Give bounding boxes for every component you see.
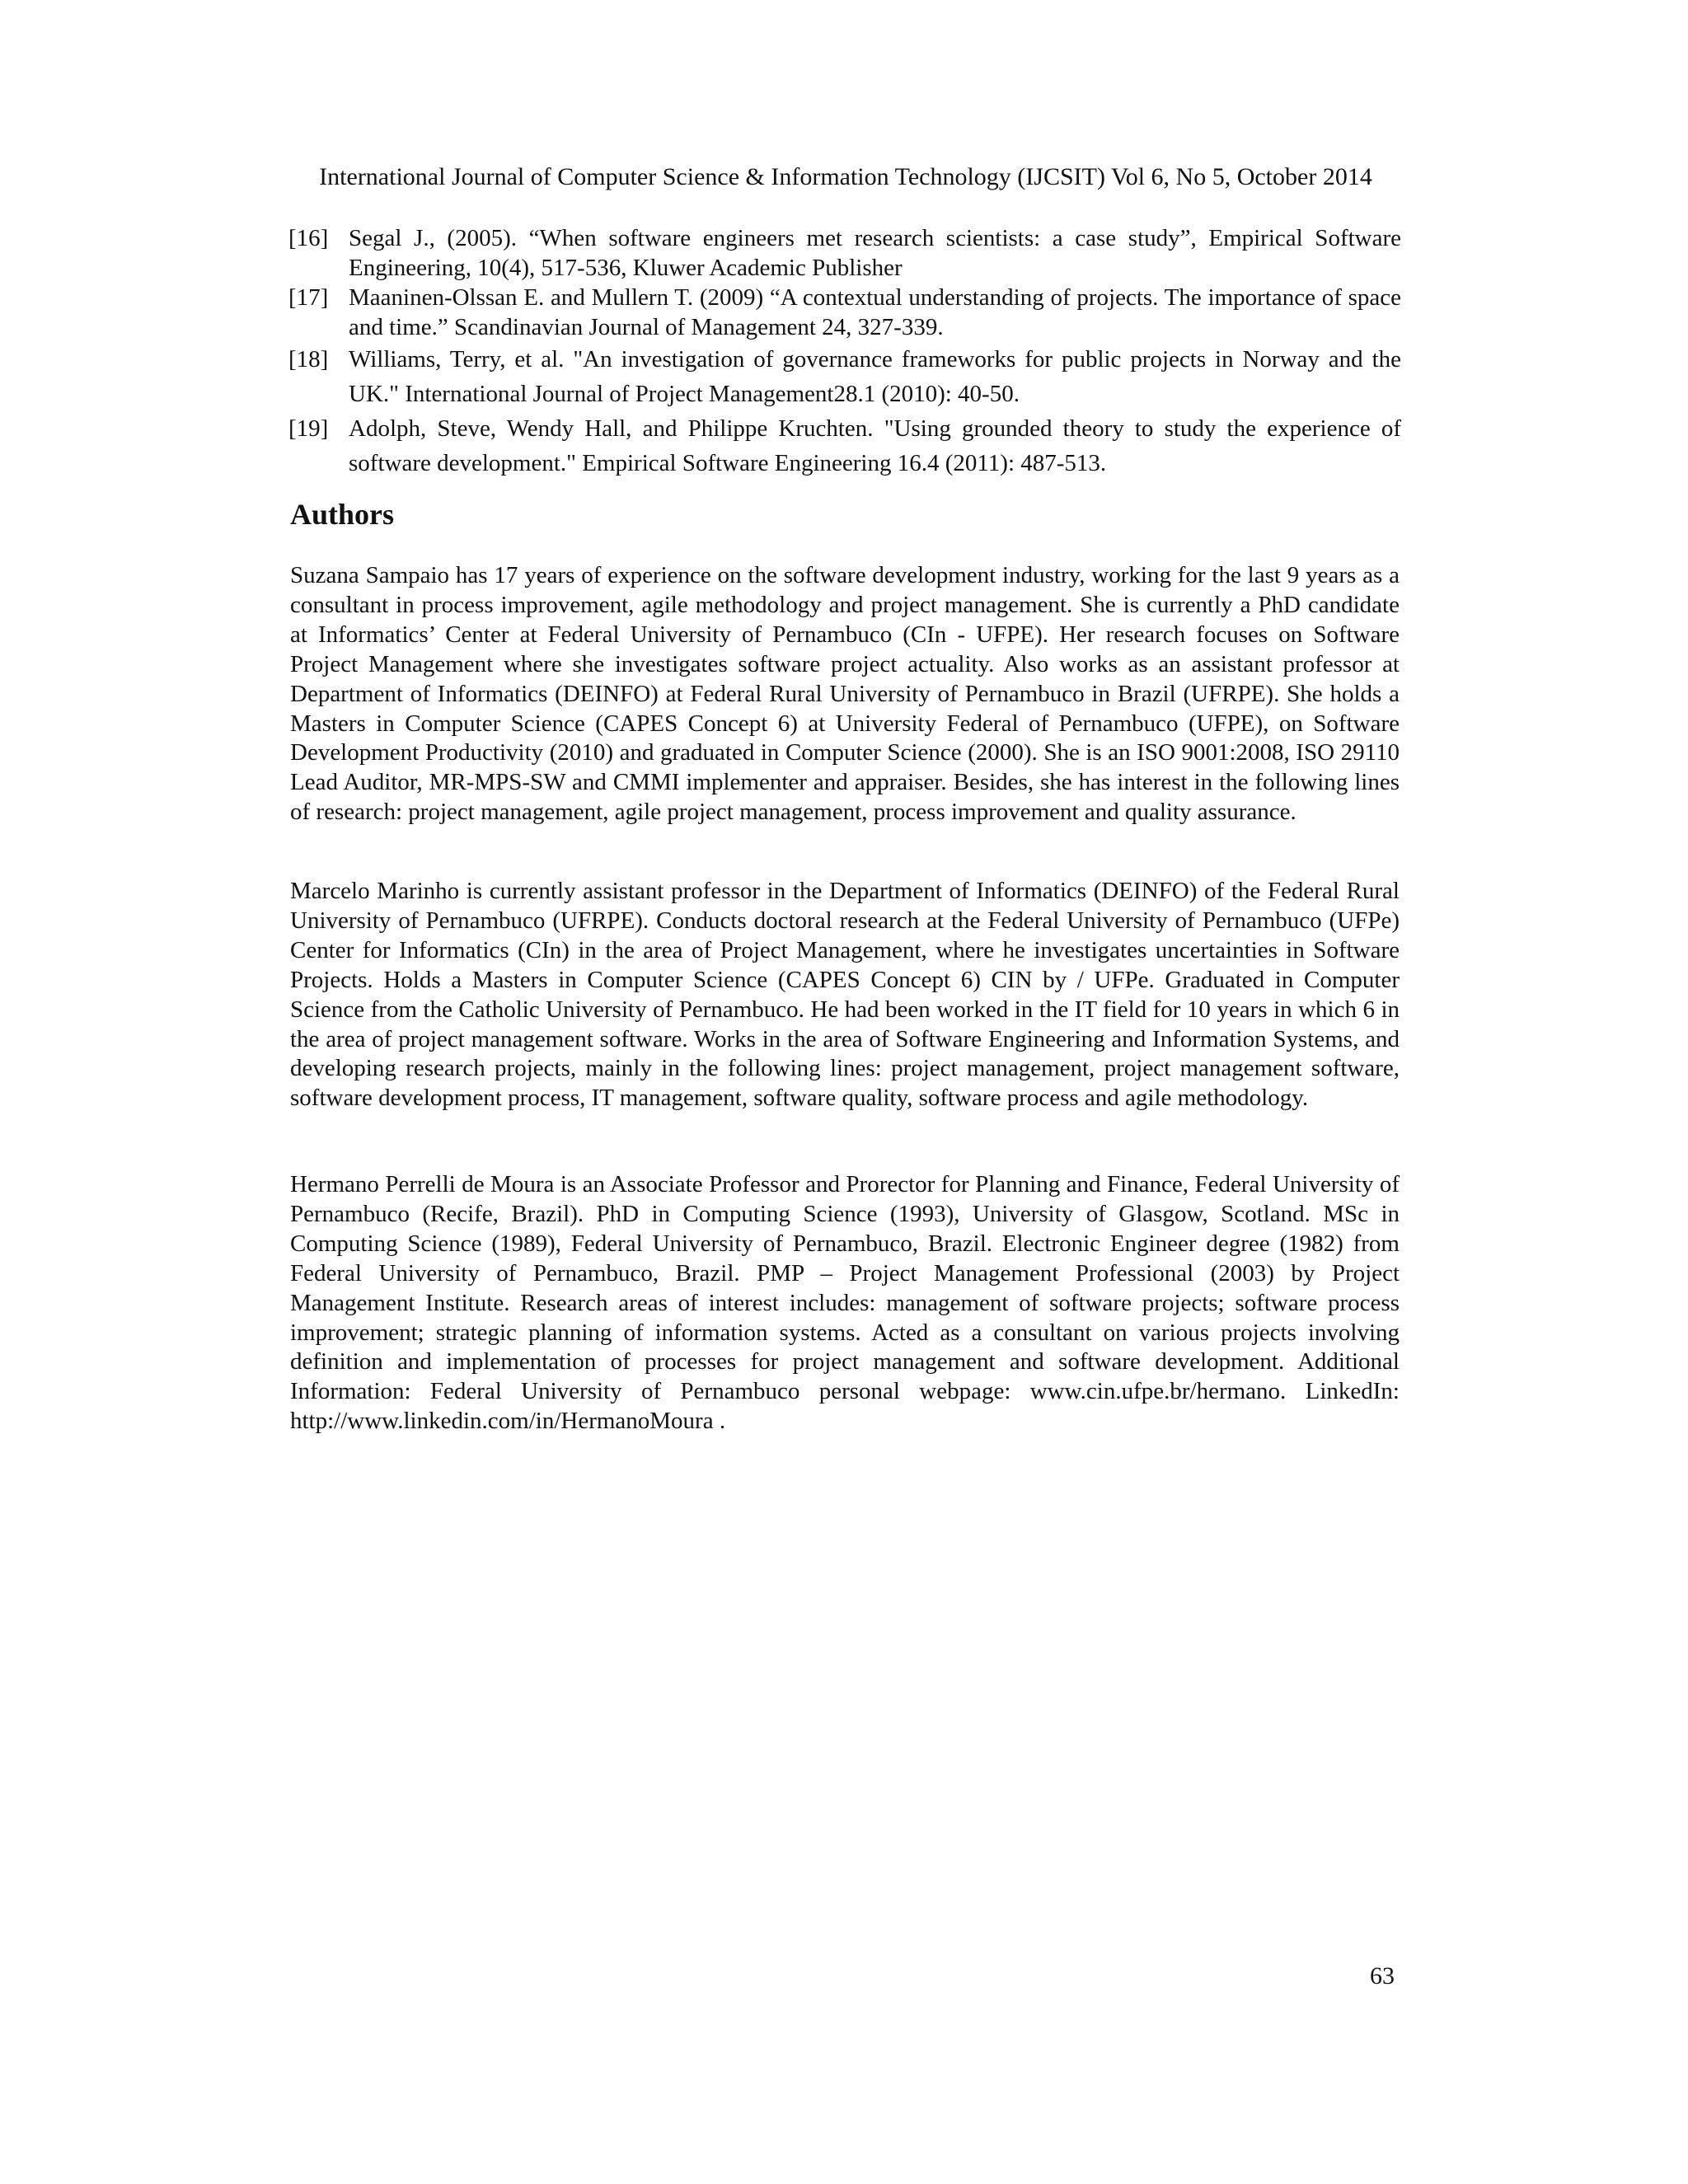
author-bio-hermano-perrelli-de-moura: Hermano Perrelli de Moura is an Associate Professor and Prorector for Planning and Finance, Federal University of Pernambuco (Recife, Brazil). PhD in Computing Science (1993), University of Glasgow, Scotland. MSc in Computing Science (1989), Federal University of Pernambuco, Brazil. Electronic Engineer degree (1982) from Federal University of Pernambuco, Brazil. PMP – Project Management Professional (2003) by Project Management Institute. Research areas of interest includes: management of software projects; software process improvement; strategic planning of information systems. Acted as a consultant on various projects involving definition and implementation of processes for project management and software development. Additional Information: Federal University of Pernambuco personal webpage: www.cin.ufpe.br/hermano. LinkedIn: http://www.linkedin.com/in/HermanoMoura . bbox=[290, 1171, 1400, 1435]
reference-17 bbox=[288, 283, 1401, 342]
reference-text: Segal J., (2005). “When software engineers met research scientists: a case study”, Empirical Software Engineering, 10(4), 517-536, Kluwer Academic Publisher bbox=[349, 225, 1401, 281]
page-number: 63 bbox=[1370, 1962, 1395, 1990]
reference-number: [18] bbox=[288, 346, 329, 373]
reference-number: [17] bbox=[288, 284, 329, 311]
reference-number: [16] bbox=[288, 225, 329, 251]
reference-18 bbox=[288, 342, 1401, 411]
reference-19 bbox=[288, 411, 1401, 480]
reference-text: Williams, Terry, et al. "An investigation of governance frameworks for public projects in Norway and the UK." International Journal of Project Management28.1 (2010): 40-50. bbox=[349, 346, 1401, 407]
reference-text: Adolph, Steve, Wendy Hall, and Philippe Kruchten. "Using grounded theory to study the experience of software development." Empirical Software Engineering 16.4 (2011): 487-513. bbox=[349, 415, 1401, 476]
author-bio-suzana-sampaio: Suzana Sampaio has 17 years of experience on the software development industry, working for the last 9 years as a consultant in process improvement, agile methodology and project management. She is currently a PhD candidate at Informatics’ Center at Federal University of Pernambuco (CIn - UFPE). Her research focuses on Software Project Management where she investigates software project actuality. Also works as an assistant professor at Department of Informatics (DEINFO) at Federal Rural University of Pernambuco in Brazil (UFRPE). She holds a Masters in Computer Science (CAPES Concept 6) at University Federal of Pernambuco (UFPE), on Software Development Productivity (2010) and graduated in Computer Science (2000). She is an ISO 9001:2008, ISO 29110 Lead Auditor, MR-MPS-SW and CMMI implementer and appraiser. Besides, she has interest in the following lines of research: project management, agile project management, process improvement and quality assurance. bbox=[290, 562, 1400, 826]
author-bio-marcelo-marinho: Marcelo Marinho is currently assistant professor in the Department of Informatics (DEINFO) of the Federal Rural University of Pernambuco (UFRPE). Conducts doctoral research at the Federal University of Pernambuco (UFPe) Center for Informatics (CIn) in the area of Project Management, where he investigates uncertainties in Software Projects. Holds a Masters in Computer Science (CAPES Concept 6) CIN by / UFPe. Graduated in Computer Science from the Catholic University of Pernambuco. He had been worked in the IT field for 10 years in which 6 in the area of project management software. Works in the area of Software Engineering and Information Systems, and developing research projects, mainly in the following lines: project management, project management software, software development process, IT management, software quality, software process and agile methodology. bbox=[290, 878, 1400, 1112]
reference-list bbox=[288, 223, 1401, 480]
reference-16 bbox=[288, 223, 1401, 283]
reference-number: [19] bbox=[288, 415, 329, 442]
authors-heading: Authors bbox=[290, 498, 395, 531]
running-header: International Journal of Computer Science & Information Technology (IJCSIT) Vol 6, No 5, October 2014 bbox=[319, 163, 1372, 190]
reference-text: Maaninen-Olssan E. and Mullern T. (2009) “A contextual understanding of projects. The importance of space and time.” Scandinavian Journal of Management 24, 327-339. bbox=[349, 284, 1401, 340]
